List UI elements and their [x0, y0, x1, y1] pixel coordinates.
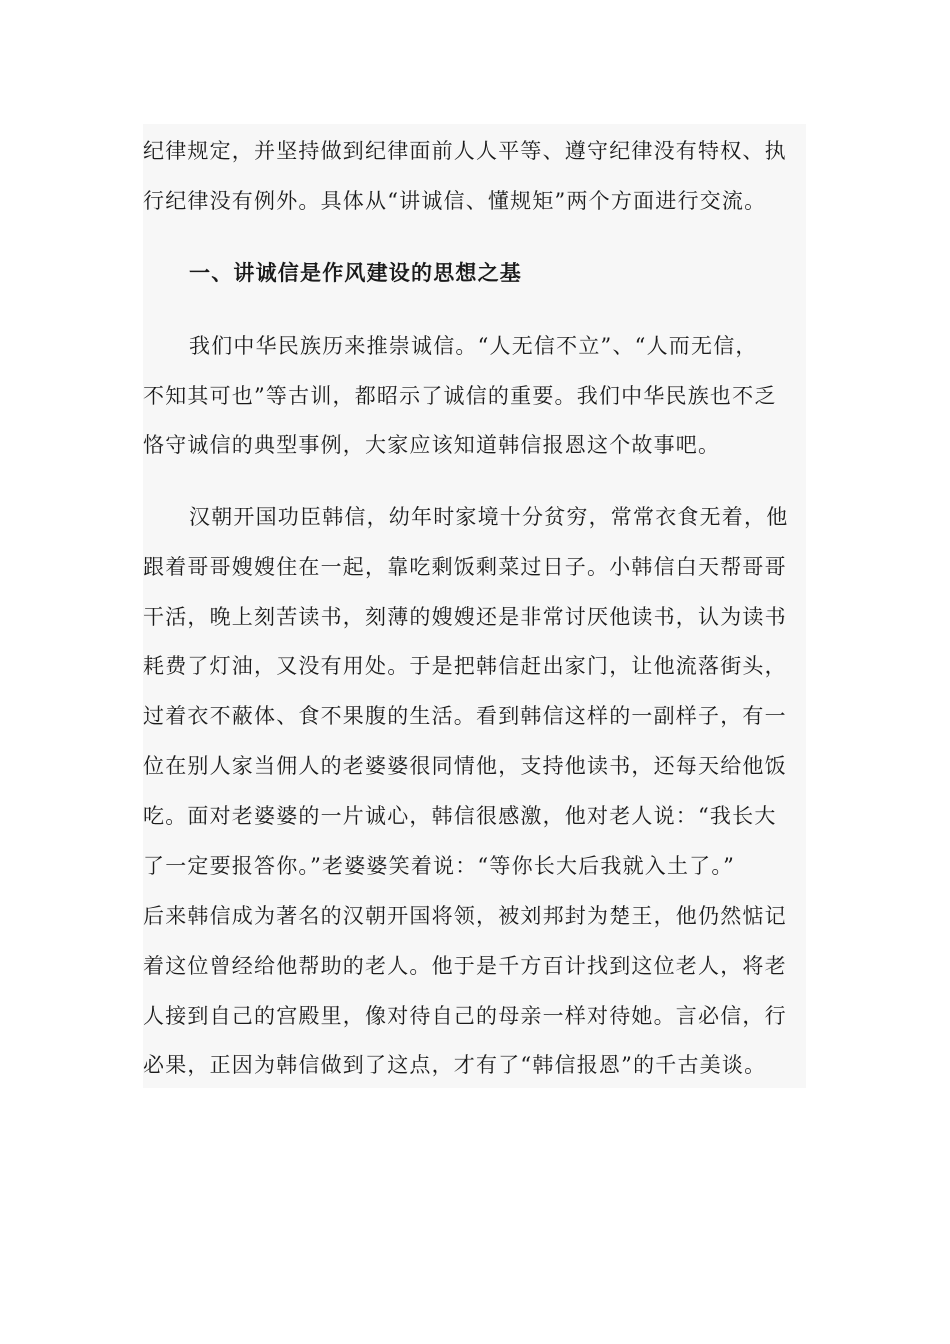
- paragraph-line: 后来韩信成为著名的汉朝开国将领，被刘邦封为楚王，他仍然惦记: [143, 904, 787, 928]
- paragraph-line: 跟着哥哥嫂嫂住在一起，靠吃剩饭剩菜过日子。小韩信白天帮哥哥: [143, 555, 787, 579]
- paragraph-line: 不知其可也”等古训，都昭示了诚信的重要。我们中华民族也不乏: [143, 384, 777, 408]
- paragraph-line: 了一定要报答你。”老婆婆笑着说：“等你长大后我就入土了。”: [143, 854, 736, 878]
- paragraph-line: 过着衣不蔽体、食不果腹的生活。看到韩信这样的一副样子，有一: [143, 704, 787, 728]
- intro-line: 纪律规定，并坚持做到纪律面前人人平等、遵守纪律没有特权、执: [143, 139, 787, 163]
- paragraph-line: 汉朝开国功臣韩信，幼年时家境十分贫穷，常常衣食无着，他: [189, 505, 789, 529]
- paragraph-line: 耗费了灯油，又没有用处。于是把韩信赶出家门，让他流落街头，: [143, 654, 787, 678]
- paragraph-line: 我们中华民族历来推崇诚信。“人无信不立”、“人而无信，: [189, 334, 758, 358]
- paragraph-line: 人接到自己的宫殿里，像对待自己的母亲一样对待她。言必信，行: [143, 1004, 787, 1028]
- intro-line: 行纪律没有例外。具体从“讲诚信、懂规矩”两个方面进行交流。: [143, 189, 767, 213]
- paragraph-line: 着这位曾经给他帮助的老人。他于是千方百计找到这位老人，将老: [143, 954, 787, 978]
- section-heading: 一、讲诚信是作风建设的思想之基: [189, 260, 522, 285]
- paragraph-line: 恪守诚信的典型事例，大家应该知道韩信报恩这个故事吧。: [143, 433, 721, 457]
- paragraph-line: 位在别人家当佣人的老婆婆很同情他，支持他读书，还每天给他饭: [143, 754, 787, 778]
- paragraph-line: 干活，晚上刻苦读书，刻薄的嫂嫂还是非常讨厌他读书，认为读书: [143, 605, 787, 629]
- paragraph-line: 必果，正因为韩信做到了这点，才有了“韩信报恩”的千古美谈。: [143, 1053, 767, 1077]
- paragraph-line: 吃。面对老婆婆的一片诚心，韩信很感激，他对老人说：“我长大: [143, 804, 777, 828]
- document-text-block: [143, 124, 806, 1088]
